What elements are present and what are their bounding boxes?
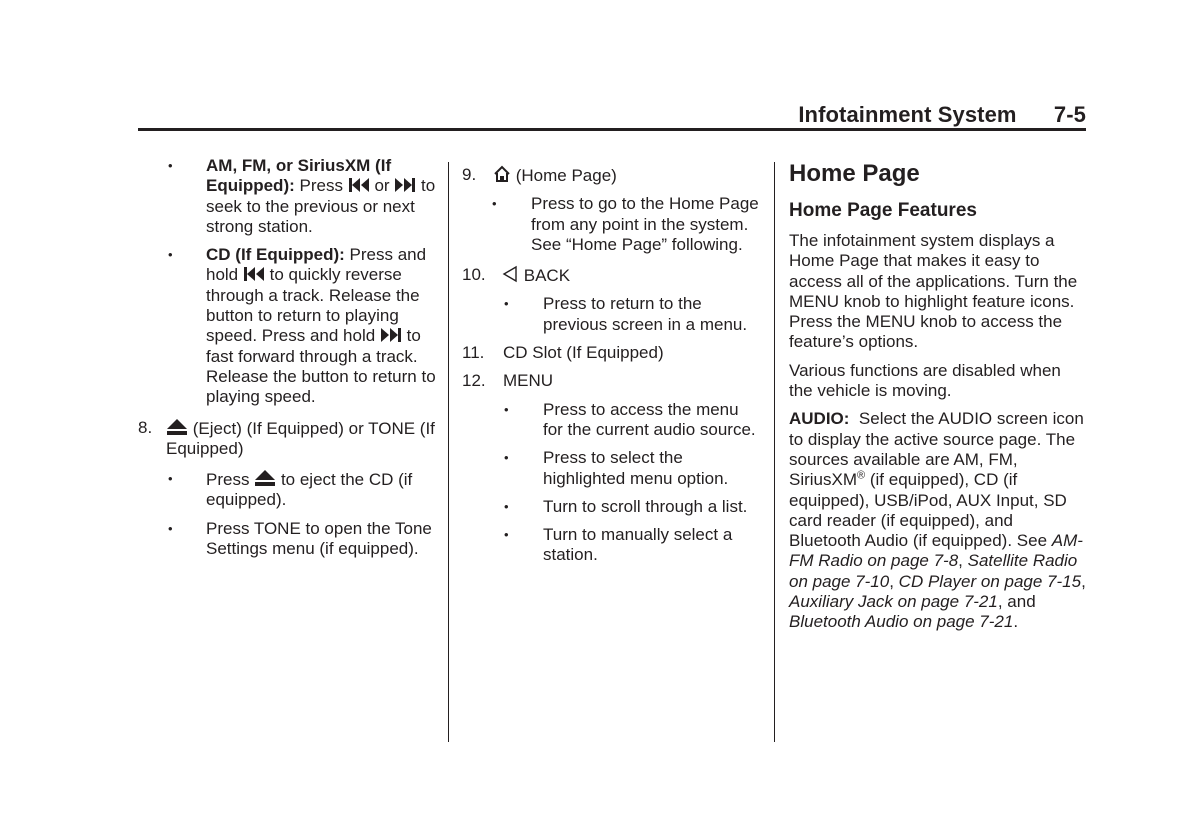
page-number: 7-5 [1053, 102, 1086, 127]
item-label: BACK [523, 266, 571, 286]
bullet-eject [138, 469, 438, 511]
bullet-text: to eject the CD (if equipped). [206, 470, 413, 510]
column-divider-2 [774, 162, 775, 742]
bullet-term: CD (If Equipped): [206, 245, 345, 265]
item-number: 11. [462, 343, 485, 363]
column-divider-1 [448, 162, 449, 742]
home-icon [493, 165, 511, 183]
bullet-menu-1 [462, 400, 762, 441]
seek-back-icon [243, 266, 265, 282]
bullet-text: Press to go to the Home Page from any point in the system. See “Home Page” following. [531, 194, 759, 254]
separator: , [958, 551, 963, 571]
xref-am-fm-radio[interactable]: AM-FM Radio on page 7-8 [789, 531, 1083, 571]
separator: , and [997, 592, 1036, 612]
seek-forward-icon [394, 177, 416, 193]
separator: , [889, 571, 894, 591]
bullet-text: Turn to manually select a station. [543, 525, 733, 565]
bullet-text: or [374, 176, 390, 196]
item-label: (Home Page) [515, 166, 617, 185]
item-label: MENU [503, 371, 554, 391]
xref-satellite-radio[interactable]: Satellite Radio on page 7-10 [789, 551, 1078, 591]
bullet-text: Press [299, 176, 343, 196]
list-item-9 [462, 165, 762, 186]
bullet-text: Press [206, 470, 250, 490]
bullet-text: to seek to the previous or next strong station. [206, 176, 436, 236]
seek-back-icon [348, 177, 370, 193]
section-title: Infotainment System [798, 102, 1017, 127]
list-item-8 [138, 418, 438, 460]
list-item-12 [462, 371, 762, 391]
bullet-text: Press to return to the previous screen in a menu. [543, 294, 748, 334]
header-rule [138, 128, 1086, 131]
bullet-term: AM, FM, or SiriusXM (If Equipped): [206, 156, 392, 196]
item-number: 10. [462, 265, 486, 285]
paragraph-features: The infotainment system displays a Home Page that makes it easy to access all of the applications. Turn the MENU knob to highlight feature icons. Press the MENU knob to access the feature’s options. [789, 231, 1078, 352]
registered-mark: ® [857, 469, 866, 482]
xref-auxiliary-jack[interactable]: Auxiliary Jack on page 7-21 [789, 592, 998, 612]
bullet-home [462, 194, 762, 255]
bullet-am-fm [138, 156, 438, 237]
xref-bluetooth-audio[interactable]: Bluetooth Audio on page 7-21 [789, 612, 1014, 632]
column-1 [138, 156, 438, 559]
paragraph-audio [789, 409, 1089, 632]
bullet-tone [138, 519, 438, 560]
audio-text: Select the AUDIO screen icon to display the active source page. The sources available are AM, FM, SiriusXM [789, 409, 1084, 490]
seek-forward-icon [380, 327, 402, 343]
item-label: (Eject) (If Equipped) or TONE (If Equipped) [166, 418, 435, 458]
separator: . [1013, 612, 1019, 632]
item-label: CD Slot (If Equipped) [503, 343, 664, 363]
eject-icon [166, 418, 188, 436]
bullet-text: Press to select the highlighted menu option. [543, 448, 729, 488]
bullet-menu-3 [462, 497, 762, 517]
paragraph-disabled: Various functions are disabled when the vehicle is moving. [789, 360, 1061, 401]
separator: , [1081, 571, 1086, 591]
page-header [138, 98, 1086, 130]
eject-icon [254, 469, 276, 487]
column-2 [462, 165, 762, 566]
list-item-10 [462, 265, 762, 286]
audio-term: AUDIO: [789, 409, 850, 429]
bullet-text: Press and hold [206, 245, 427, 285]
item-number: 12. [462, 371, 486, 391]
bullet-text: Turn to scroll through a list. [543, 496, 748, 516]
section-heading: Home Page [789, 160, 920, 187]
subsection-heading: Home Page Features [789, 200, 977, 221]
column-3 [789, 160, 1089, 641]
bullet-text: Press TONE to open the Tone Settings menu (if equipped). [206, 518, 432, 559]
bullet-back [462, 294, 762, 335]
bullet-text: Press to access the menu for the current audio source. [543, 399, 756, 439]
xref-cd-player[interactable]: CD Player on page 7-15 [898, 571, 1082, 591]
bullet-text: to fast forward through a track. Release the button to return to playing speed. [206, 326, 436, 407]
back-triangle-icon [501, 265, 519, 283]
bullet-menu-4 [462, 525, 762, 566]
header-title [798, 102, 1086, 128]
bullet-cd [138, 245, 438, 407]
list-item-11 [462, 343, 762, 363]
audio-text: (if equipped), CD (if equipped), USB/iPod, AUX Input, SD card reader (if equipped), and Bluetooth Audio (if equipped). See [789, 470, 1067, 551]
bullet-text: to quickly reverse through a track. Release the button to return to playing speed. Press and hold [206, 265, 420, 346]
item-number: 9. [462, 165, 477, 184]
bullet-menu-2 [462, 448, 762, 489]
item-number: 8. [138, 417, 153, 437]
